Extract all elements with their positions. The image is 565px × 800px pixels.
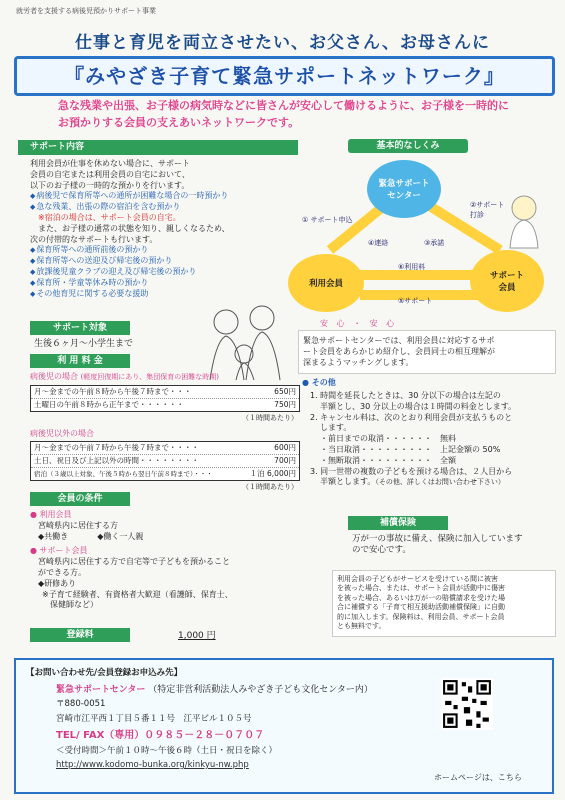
condition-item: 働く一人親 [103,531,144,541]
fee-price: 750円 [274,400,296,409]
list-item: ◆ 放課後児童クラブの迎え及び帰宅後の預かり [30,267,290,278]
label-fee: ⑥利用料 [398,263,426,271]
table-row [31,386,299,399]
table-row [31,468,299,480]
label-accept: ③承諾 [424,239,445,247]
support-sub-intro-1: また、お子様の通常の状態を知り、親しくなるため、 [38,223,230,233]
fee-text: 宿泊（３歳以上対象、午後５時から翌日午前８時まで）・・・ [34,470,213,478]
qr-code-icon[interactable] [441,678,493,730]
cancel-value: 無料 [440,434,456,444]
fees-sick-label [30,372,300,383]
supporter-character-icon [500,190,548,250]
other-2b: します。 [320,423,352,433]
diagram-header: 基本的なしくみ [348,139,468,153]
lead-line-1: 急な残業や出張、お子様の病気時などに皆さんが安心して働けるように、お子様を一時的に [58,99,509,112]
fee-text: 土曜日の午前８時から正午まで・・・・・・ [34,400,184,409]
user-circle [288,254,364,312]
contact-box [14,658,554,794]
contact-address: 宮崎市江平西１丁目５番１１号 江平ビル１０５号 [56,714,252,724]
insurance-detail-3: を被った場合、あるいは万が一の賠償請求を受けた場 [337,593,505,602]
support-note: ※宿泊の場合は、サポート会員の自宅。 [38,212,181,222]
cancel-value: 上記金額の 50% [440,444,501,454]
supporter-member-title-text: サポート会員 [39,546,88,556]
other-3a: 3. 同一世帯の複数の子どもを預ける場合は、２人目から [310,466,513,476]
supporter-circle [470,250,544,312]
conditions-body [30,510,300,611]
desc-line-1: 緊急サポートセンターでは、利用会員に対応するサポ [303,336,495,345]
insurance-detail-4: 合に補償する「子育て相互援助活動補償保険」に自動 [337,603,505,612]
top-note: 就労者を支援する病後児預かりサポート事業 [16,7,156,15]
fee-price: 650円 [274,387,296,396]
fees-other-title: 病後児以外の場合 [30,429,94,438]
welcome-1: ※子育て経験者、有資格者大歓迎（看護師、保育士、 [42,589,233,599]
fee-price: 600円 [274,443,296,452]
contact-title: 【お問い合わせ先/会員登録お申込み先】 [26,668,183,678]
insurance-line-2: ので安心です。 [352,545,411,556]
user-member-text: 宮崎県内に居住する方 [38,520,118,530]
support-body [30,159,290,299]
fees-sick-title: 病後児の場合 [30,372,78,381]
other-header: ● その他 [302,378,336,387]
fees-header: 利 用 料 金 [30,354,130,368]
list-item: ◆ その他育児に関する必要な援助 [30,289,290,300]
registration-header: 登録料 [30,628,130,642]
main-title: 『みやざき子育て緊急サポートネットワーク』 [14,56,555,96]
list-item: ◆ 保育所等への通所前後の預かり [30,245,290,256]
insurance-detail-6: とも無料です。 [337,622,386,631]
supporter-line-1: サポート [489,271,524,281]
support-intro-1: 利用会員が仕事を休めない場合に、サポート [30,159,190,168]
list-item: ◆ 急な残業、出張の際の宿泊を含む預かり [30,202,290,213]
supporter-member-title: ● サポート会員 [30,546,88,556]
contact-tel: TEL/ FAX（専用）０９８５－２８－０７０７ [56,730,265,741]
fees-sick-note: (軽度回復期にあり、集団保育の困難な時期) [80,373,220,381]
insurance-header: 補償保険 [348,516,448,530]
label-apply: ① サポート申込 [302,216,353,224]
desc-line-3: 深まるようマッチングします。 [303,358,414,368]
other-2a: 2. キャンセル料は、次のとおり利用会員が支払うものと [310,412,513,422]
cancel-label: ・無断取消・・・・・・・・・ [320,455,432,465]
insurance-detail [332,570,556,637]
diagram-desc [298,330,556,374]
target-header: サポート対象 [30,321,130,335]
cancel-label: ・当日取消・・・・・・・・・ [320,444,432,454]
center-line-1: 緊急サポート [378,179,430,189]
anshin-text: 安 心 ・ 安 心 [320,319,398,328]
user-circle-label: 利用会員 [308,279,343,289]
fee-price: 700円 [274,456,296,465]
training: ◆研修あり [38,578,77,588]
insurance-detail-5: 的に加入します。保険料は、利用会員、サポート会員 [337,612,505,621]
support-intro-3: 以下のお子様の一時的な預かりを行います。 [30,180,190,190]
table-row [31,442,299,455]
table-row [31,455,299,468]
support-intro-2: 会員の自宅または利用会員の自宅において、 [30,169,190,179]
contact-hours: ＜受付時間＞午前１０時～午後６時（土日・祝日を除く） [56,746,278,756]
table-row [31,399,299,411]
label-support: ⑤サポート [398,297,433,305]
cancel-label: ・前日までの取消・・・・・・ [320,434,432,444]
cancel-value: 全額 [440,455,456,465]
supporter-text-1: 宮崎県内に居住する方で自宅等で子どもを預かること [38,557,230,567]
insurance-line-1: 万が一の事故に備え、保険に加入しています [352,534,523,544]
headline: 仕事と育児を両立させたい、お父さん、お母さんに [74,33,491,53]
condition-item: 共働き [44,531,69,541]
fee-text: 月～金までの午前７時から午後７時まで・・・・ [34,443,199,452]
cancel-row [310,434,550,445]
desc-line-2: ート会員をあらかじめ紹介し、会員同士の相互理解が [303,347,495,357]
contact-center: 緊急サポートセンター [56,685,146,695]
cancel-row [310,445,550,456]
support-extra-items [30,245,290,299]
target-text: 生後６ヶ月～小学生まで [34,339,134,349]
contact-center-line [56,682,373,695]
other-3b-text: 半額とします。 [320,477,376,487]
fees-sick-table [30,385,300,412]
user-member-title: ● 利用会員 [30,510,72,519]
label-inquiry: ②サポート打診 [470,201,505,219]
insurance-detail-1: 利用会員の子どもがサービスを受けている間に被害 [337,575,498,583]
registration-fee: 1,000 円 [178,631,216,641]
list-item: ◆ 病後児で保育所等への通所が困難な場合の一時預かり [30,191,290,202]
label-contact: ④連絡 [368,239,389,247]
contact-org: （特定非営利活動法人みやざき子ども文化センター内） [148,685,373,695]
contact-url-link[interactable]: http://www.kodomo-bunka.org/kinkyu-nw.php [56,760,249,770]
user-member-title-text: 利用会員 [39,510,72,519]
other-3b [310,477,550,488]
other-1b: 半額とし、30 分以上の場合は１時間の料金とします。 [320,401,517,411]
fee-text: 月～金までの午前８時から午後７時まで・・・ [34,387,192,396]
other-header-text: その他 [311,378,336,387]
other-body [310,391,550,488]
list-item: ◆ 保育所・学童等休み時の預かり [30,278,290,289]
fee-price: １泊 6,000円 [249,469,296,478]
fee-text: 土日、祝日及び上記以外の時間・・・・・・・・ [34,456,199,465]
center-circle [367,160,441,218]
contact-postal: 〒880-0051 [56,699,106,709]
other-3-note: （その他、詳しくはお問い合わせ下さい） [375,478,505,487]
cancel-row [310,456,550,467]
support-header: サポート内容 [18,140,298,155]
insurance-detail-2: を被った場合、または、サポート会員が活動中に傷害 [337,584,505,593]
homepage-label: ホームページは、こちら [434,773,522,782]
center-line-2: センター [387,191,421,201]
lead-line-2: お預かりする会員の支えあいネットワークです。 [58,116,300,130]
insurance-text [352,534,548,557]
other-1a: 1. 時間を延長したときは、30 分以下の場合は左記の [310,391,501,400]
fees-other-table [30,441,300,481]
lead-text [58,97,528,131]
fees-sick-unit: （１時間あたり） [242,414,298,422]
user-member-items: ◆共働き ◆働く一人親 [38,531,144,541]
supporter-text-2: ができる方。 [38,567,86,577]
welcome-2: 保健師など） [50,600,98,610]
supporter-line-2: 会員 [498,283,516,293]
training-text: 研修あり [44,578,77,588]
support-items [30,191,290,213]
fees-other-unit: （１時間あたり） [242,483,298,491]
support-sub-intro-2: 次の付帯的なサポートも行います。 [30,234,158,244]
conditions-header: 会員の条件 [30,492,130,506]
list-item: ◆ 保育所等への送迎及び帰宅後の預かり [30,256,290,267]
